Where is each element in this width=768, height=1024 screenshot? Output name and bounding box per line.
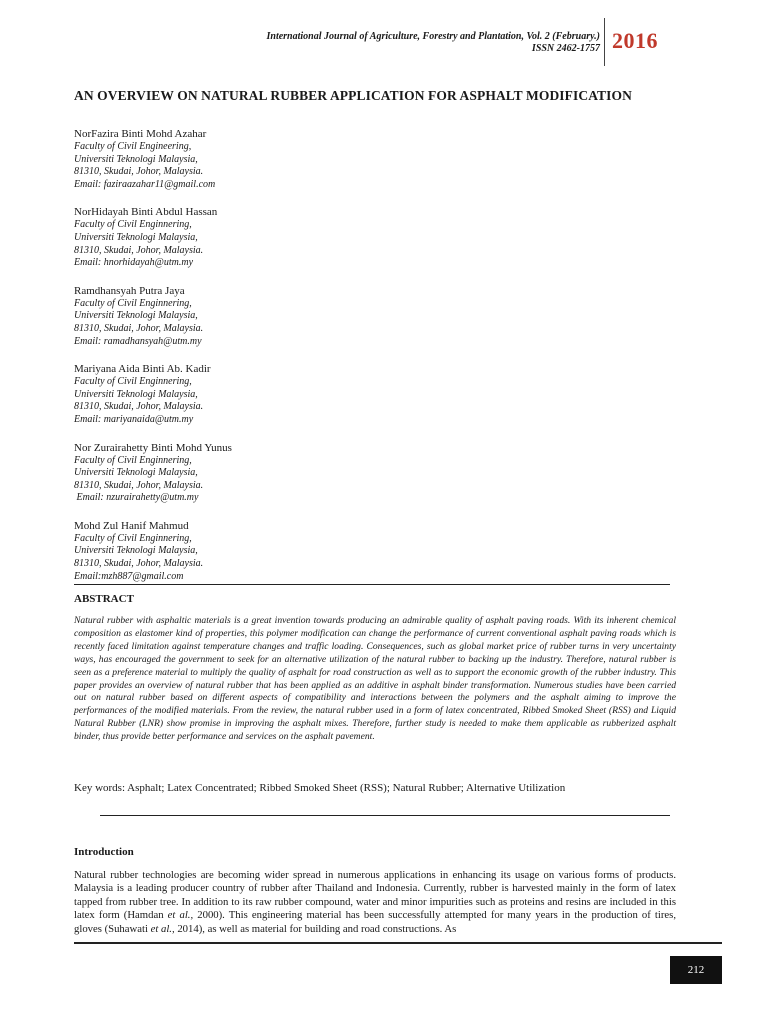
intro-paragraph (74, 869, 676, 936)
intro-text: 2014), as well as material for building and road constructions. As (174, 922, 457, 935)
journal-issn: ISSN 2462-1757 (531, 43, 600, 54)
author-address: 81310, Skudai, Johor, Malaysia. (74, 166, 204, 178)
paper-title: AN OVERVIEW ON NATURAL RUBBER APPLICATION FOR ASPHALT MODIFICATION (74, 88, 632, 103)
keywords: Key words: Asphalt; Latex Concentrated; Ribbed Smoked Sheet (RSS); Natural Rubber; Alternative Utilization (74, 782, 566, 794)
author-faculty: Faculty of Civil Engineering, (74, 141, 192, 152)
header-divider (604, 18, 605, 66)
author-list (74, 127, 474, 597)
intro-heading: Introduction (74, 846, 134, 858)
author-faculty: Faculty of Civil Enginnering, (74, 376, 192, 388)
author-university: Universiti Teknologi Malaysia, (74, 231, 198, 243)
page-number: 212 (670, 956, 722, 984)
author-university: Universiti Teknologi Malaysia, (74, 388, 198, 400)
abstract-heading: ABSTRACT (74, 593, 134, 605)
author-email: Email: ramadhansyah@utm.my (74, 335, 202, 347)
journal-year: 2016 (612, 28, 658, 53)
author-name: Mariyana Aida Binti Ab. Kadir (74, 363, 211, 376)
author-address: 81310, Skudai, Johor, Malaysia. (74, 479, 204, 491)
author-block (74, 362, 474, 426)
author-name: Mohd Zul Hanif Mahmud (74, 519, 189, 532)
author-university: Universiti Teknologi Malaysia, (74, 545, 198, 557)
journal-name: International Journal of Agriculture, Forestry and Plantation, Vol. 2 (February.) (266, 31, 600, 42)
author-faculty: Faculty of Civil Enginnering, (74, 219, 192, 231)
author-email: Email: faziraazahar11@gmail.com (74, 178, 216, 190)
author-university: Universiti Teknologi Malaysia, (74, 153, 198, 165)
abstract-body: Natural rubber with asphaltic materials is a great invention towards producing an admirable quality of asphalt paving roads. With its inherent chemical composition as elastomer kind of properties, this polymer modification can change the performance of current conventional asphalt paving roads which is recently faced limitation against temperature changes and traffic loading. Consequences, such as global market price of rubber turns in very uncertainty ways, has encouraged the government to seek for an alternative utilization of the natural rubber to backing up the industry. Therefore, natural rubber is seen as a preference material to multiply the quality of asphalt for road construction as well as to support the economic growth of the rubber industry. This paper provides an overview of natural rubber that has been applied as an additive in asphalt binder transformation. Numerous studies have been carried out on natural rubber based on different aspects of compatibility and interactions between the polymers and the asphalt aiming to improve the performances of the modified materials. From the review, the natural rubber used in a form of latex concentrated, Ribbed Smoked Sheet (RSS) and Liquid Natural Rubber (LNR) show promise in improving the asphalt mixes. Therefore, further study is needed to make them applicable as rubberized asphalt binder, thus provide better performance and services on the asphalt pavement. (74, 615, 676, 743)
author-address: 81310, Skudai, Johor, Malaysia. (74, 244, 204, 256)
author-university: Universiti Teknologi Malaysia, (74, 310, 198, 322)
intro-text: 2000). This engineering material has been successfully attempted for many years in the production of tires, gloves (Suhawati (74, 909, 677, 935)
journal-header (140, 31, 600, 55)
author-name: Ramdhansyah Putra Jaya (74, 284, 185, 297)
intro-etal: et al., (167, 909, 194, 922)
author-address: 81310, Skudai, Johor, Malaysia. (74, 322, 204, 334)
author-block (74, 127, 474, 191)
author-faculty: Faculty of Civil Enginnering, (74, 532, 192, 544)
divider-rule (74, 584, 670, 585)
author-block (74, 519, 474, 583)
author-email: Email: mariyanaida@utm.my (74, 413, 194, 425)
author-email: Email:mzh887@gmail.com (74, 570, 184, 582)
author-name: NorFazira Binti Mohd Azahar (74, 128, 207, 140)
divider-rule (100, 815, 670, 816)
author-email: Email: nzurairahetty@utm.my (74, 492, 199, 504)
author-email: Email: hnorhidayah@utm.my (74, 257, 194, 269)
author-faculty: Faculty of Civil Enginnering, (74, 454, 192, 466)
author-university: Universiti Teknologi Malaysia, (74, 467, 198, 479)
author-faculty: Faculty of Civil Enginnering, (74, 297, 192, 309)
author-address: 81310, Skudai, Johor, Malaysia. (74, 558, 204, 570)
intro-etal: et al., (150, 922, 175, 935)
author-block (74, 205, 474, 269)
footer-rule (74, 942, 722, 944)
author-block (74, 284, 474, 348)
intro-text: Natural rubber technologies are becoming wider spread in numerous applications in enhancing its usage on various forms of products. Malaysia is a leading producer country of rubber after Thailand and Indonesia. Currently, rubber is harvested mainly in the form of latex tapped from rubber tree. In addition to its raw rubber compound, water and minor impurities such as proteins and resins are included in this latex form (Hamdan (74, 869, 676, 922)
author-address: 81310, Skudai, Johor, Malaysia. (74, 401, 204, 413)
author-name: NorHidayah Binti Abdul Hassan (74, 206, 218, 219)
author-block (74, 441, 474, 505)
author-name: Nor Zurairahetty Binti Mohd Yunus (74, 441, 232, 454)
